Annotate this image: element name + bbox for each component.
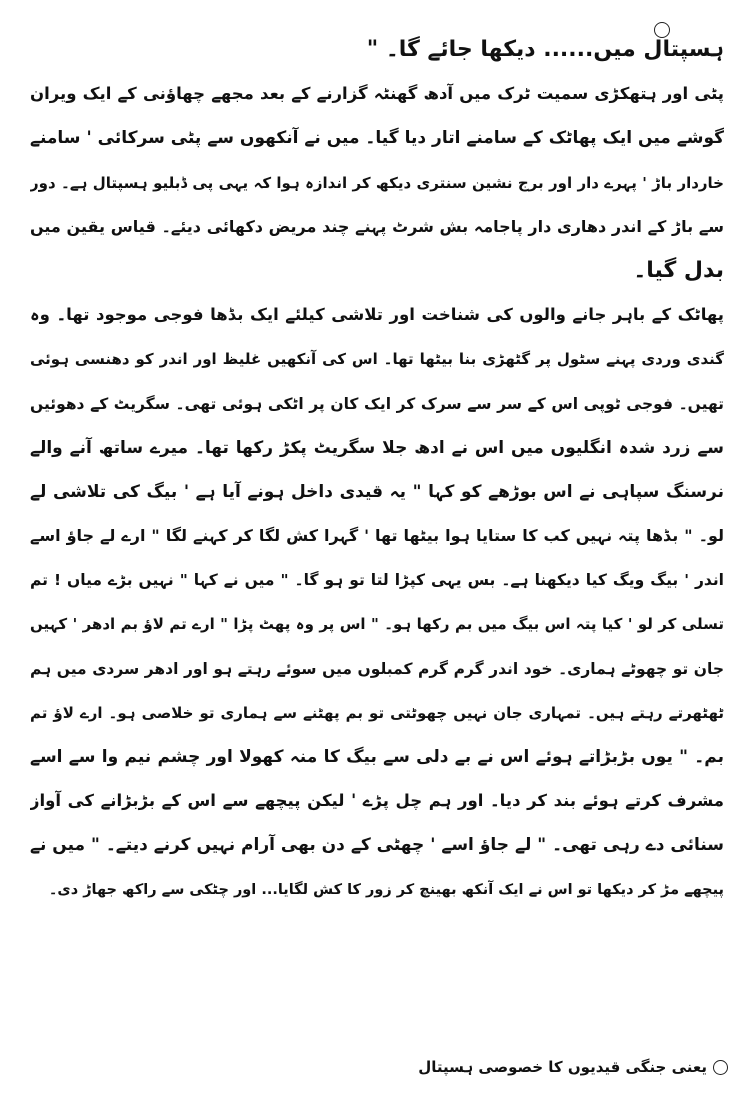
text-line: لو۔ " بڈھا پتہ نہیں کب کا ستایا ہوا بیٹھا تھا ' گہرا کش لگا کر کہنے لگا " ارے لے جاؤ اسے [30, 526, 724, 546]
footnote-text: یعنی جنگی قیدیوں کا خصوصی ہسپتال [418, 1058, 707, 1076]
text-line: سنائی دے رہی تھی۔ " لے جاؤ اسے ' چھٹی کے دن بھی آرام نہیں کرنے دیتے۔ " میں نے [30, 835, 724, 856]
text-line: گوشے میں ایک پھاٹک کے سامنے اتار دیا گیا۔ میں نے آنکھوں سے پٹی سرکائی ' سامنے [30, 128, 724, 149]
text-line: جان تو چھوٹے ہماری۔ خود اندر گرم گرم کمبلوں میں سوئے رہتے ہو اور ادھر سردی میں ہم [30, 659, 724, 678]
text-line: ہسپتال میں...... دیکھا جائے گا۔ " [366, 37, 724, 62]
text-line: پیچھے مڑ کر دیکھا تو اس نے ایک آنکھ بھینچ کر زور کا کش لگایا... اور چٹکی سے راکھ جھاڑ دی۔ [48, 881, 724, 898]
text-line: ٹھٹھرتے رہتے ہیں۔ تمہاری جان نہیں چھوٹتی تو بم پھٹنے سے ہماری تو خلاصی ہو۔ ارے لاؤ تم [30, 703, 724, 722]
body-text [30, 28, 724, 912]
text-line: پھاٹک کے باہر جانے والوں کی شناخت اور تلاشی کیلئے ایک بڈھا فوجی موجود تھا۔ وہ [30, 305, 724, 325]
text-line: گندی وردی پہنے سٹول پر گٹھڑی بنا بیٹھا تھا۔ اس کی آنکھیں غلیظ اور اندر کو دھنسی ہوئی [30, 350, 724, 369]
text-line: تھیں۔ فوجی ٹوپی اس کے سر سے سرک کر ایک کان پر اٹکی ہوئی تھی۔ سگریٹ کے دھوئیں [30, 394, 724, 413]
text-line: خاردار باڑ ' پہرے دار اور برج نشین سنتری دیکھ کر اندازہ ہوا کہ یہی پی ڈبلیو ہسپتال ہے۔ دور [30, 173, 724, 192]
footnote-circle-icon [713, 1060, 728, 1075]
text-line: پٹی اور ہتھکڑی سمیت ٹرک میں آدھ گھنٹہ گزارنے کے بعد مجھے چھاؤنی کے ایک ویران [30, 84, 724, 104]
text-line: بم۔ " یوں بڑبڑاتے ہوئے اس نے بے دلی سے بیگ کا منہ کھولا اور چشم نیم وا سے اسے [30, 747, 724, 767]
text-line: سے زرد شدہ انگلیوں میں اس نے ادھ جلا سگریٹ پکڑ رکھا تھا۔ میرے ساتھ آنے والے [30, 437, 724, 458]
text-line: بدل گیا۔ [633, 257, 724, 283]
text-line: سے باڑ کے اندر دھاری دار پاجامہ بش شرٹ پہنے چند مریض دکھائی دیئے۔ قیاس یقین میں [30, 216, 724, 236]
text-line: مشرف کرتے ہوئے بند کر دیا۔ اور ہم چل پڑے ' لیکن پیچھے سے اس کے بڑبڑانے کی آواز [30, 791, 724, 811]
footnote [418, 1058, 728, 1076]
text-line: تسلی کر لو ' کیا پتہ اس بیگ میں بم رکھا ہو۔ " اس پر وہ پھٹ پڑا " ارے تم لاؤ بم ادھر ' کہیں [30, 615, 724, 634]
text-line: اندر ' بیگ ویگ کیا دیکھنا ہے۔ بس یہی کپڑا لتا تو ہو گا۔ " میں نے کہا " نہیں بڑے میاں ! تم [30, 571, 724, 590]
text-line: نرسنگ سپاہی نے اس بوڑھے کو کہا " یہ قیدی داخل ہونے آیا ہے ' بیگ کی تلاشی لے [30, 481, 724, 502]
